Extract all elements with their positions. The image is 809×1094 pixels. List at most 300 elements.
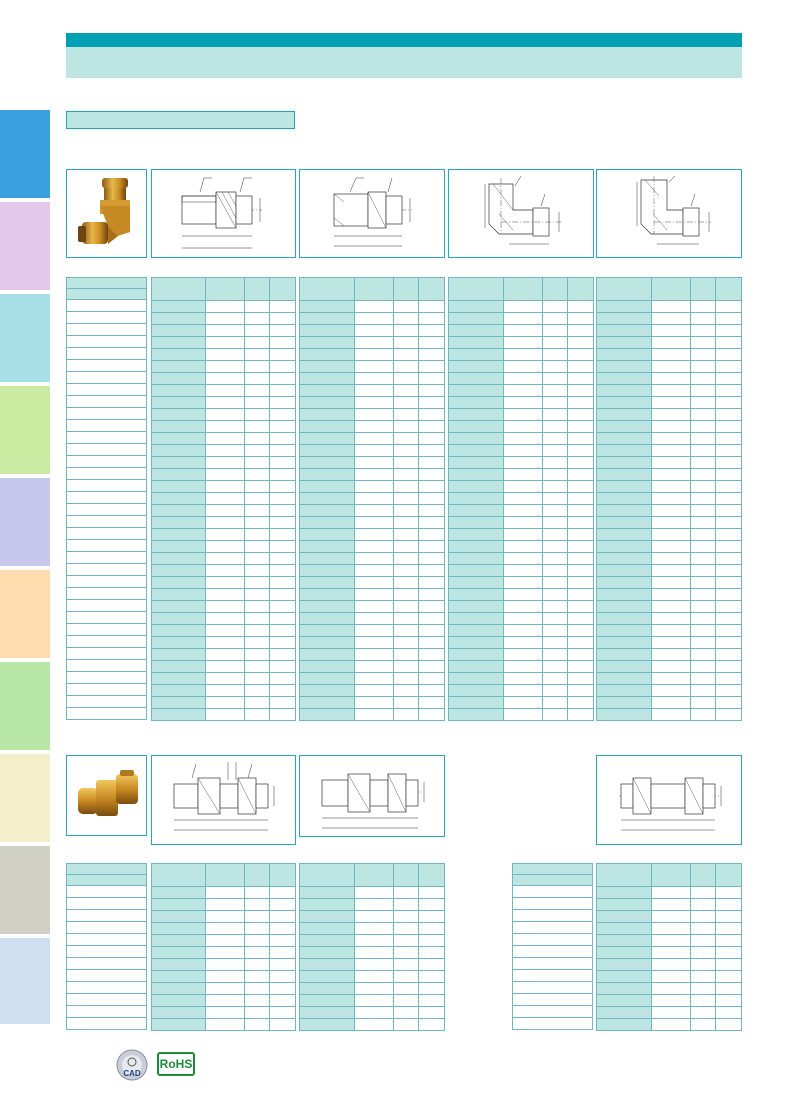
table-row bbox=[597, 553, 742, 565]
table-cell bbox=[206, 541, 245, 553]
table-cell bbox=[597, 589, 652, 601]
table-cell bbox=[393, 995, 418, 1007]
table-cell bbox=[503, 601, 542, 613]
table-cell bbox=[245, 421, 270, 433]
table-cell bbox=[206, 661, 245, 673]
label-cell bbox=[67, 648, 147, 660]
table-cell bbox=[690, 685, 715, 697]
table-cell bbox=[597, 709, 652, 721]
table-cell bbox=[597, 493, 652, 505]
side-tab-4[interactable] bbox=[0, 386, 50, 474]
table-cell bbox=[690, 887, 715, 899]
label-cell bbox=[513, 946, 593, 958]
label-cell bbox=[67, 684, 147, 696]
table-cell bbox=[690, 325, 715, 337]
table-cell bbox=[542, 673, 567, 685]
table-row bbox=[300, 959, 445, 971]
table-cell bbox=[542, 361, 567, 373]
table-cell bbox=[269, 505, 295, 517]
table-row bbox=[300, 899, 445, 911]
table-cell bbox=[300, 709, 355, 721]
table-cell bbox=[542, 601, 567, 613]
table-cell bbox=[354, 409, 393, 421]
header-cell bbox=[245, 278, 270, 301]
table-row bbox=[300, 577, 445, 589]
table-cell bbox=[269, 995, 295, 1007]
table-cell bbox=[152, 433, 206, 445]
table-cell bbox=[597, 661, 652, 673]
table-cell bbox=[300, 625, 355, 637]
table-row bbox=[152, 409, 296, 421]
table-row bbox=[597, 505, 742, 517]
table-cell bbox=[690, 457, 715, 469]
table-row bbox=[449, 709, 594, 721]
spec-table-3 bbox=[448, 277, 594, 721]
side-tab-10[interactable] bbox=[0, 938, 50, 1024]
table-row bbox=[300, 565, 445, 577]
table-cell bbox=[269, 445, 295, 457]
table-cell bbox=[503, 649, 542, 661]
table-cell bbox=[300, 505, 355, 517]
label-cell bbox=[67, 360, 147, 372]
label-row bbox=[513, 1018, 593, 1030]
table-row bbox=[597, 1019, 742, 1031]
table-cell bbox=[503, 529, 542, 541]
label-row bbox=[67, 1006, 147, 1018]
spec-table-labels-2 bbox=[66, 863, 147, 1030]
table-row bbox=[152, 959, 296, 971]
table-cell bbox=[690, 637, 715, 649]
table-row bbox=[597, 661, 742, 673]
table-cell bbox=[651, 481, 690, 493]
table-cell bbox=[206, 649, 245, 661]
table-cell bbox=[245, 553, 270, 565]
table-cell bbox=[206, 469, 245, 481]
table-cell bbox=[651, 601, 690, 613]
table-cell bbox=[152, 613, 206, 625]
table-cell bbox=[567, 637, 593, 649]
table-cell bbox=[152, 457, 206, 469]
table-cell bbox=[542, 457, 567, 469]
table-cell bbox=[690, 959, 715, 971]
table-cell bbox=[354, 337, 393, 349]
table-cell bbox=[393, 565, 418, 577]
table-cell bbox=[651, 649, 690, 661]
table-cell bbox=[152, 673, 206, 685]
table-row bbox=[152, 971, 296, 983]
label-row bbox=[67, 708, 147, 720]
table-cell bbox=[567, 613, 593, 625]
table-cell bbox=[152, 947, 206, 959]
label-row bbox=[67, 300, 147, 312]
table-cell bbox=[503, 409, 542, 421]
table-cell bbox=[206, 325, 245, 337]
table-row bbox=[300, 469, 445, 481]
table-row bbox=[597, 565, 742, 577]
table-cell bbox=[152, 983, 206, 995]
table-cell bbox=[245, 923, 270, 935]
table-row bbox=[449, 469, 594, 481]
label-cell bbox=[67, 540, 147, 552]
table-row bbox=[300, 887, 445, 899]
label-cell bbox=[513, 958, 593, 970]
label-row bbox=[513, 970, 593, 982]
table-cell bbox=[651, 445, 690, 457]
label-cell bbox=[67, 516, 147, 528]
table-cell bbox=[245, 649, 270, 661]
label-row bbox=[513, 922, 593, 934]
table-cell bbox=[269, 493, 295, 505]
table-cell bbox=[690, 481, 715, 493]
table-cell bbox=[245, 301, 270, 313]
table-row bbox=[300, 481, 445, 493]
table-cell bbox=[393, 637, 418, 649]
table-cell bbox=[245, 493, 270, 505]
spec-table-labels-3 bbox=[512, 863, 593, 1030]
label-row bbox=[513, 982, 593, 994]
table-cell bbox=[393, 899, 418, 911]
table-cell bbox=[597, 685, 652, 697]
table-cell bbox=[715, 601, 741, 613]
table-cell bbox=[354, 935, 393, 947]
table-cell bbox=[269, 337, 295, 349]
table-cell bbox=[715, 685, 741, 697]
table-cell bbox=[418, 923, 444, 935]
table-row bbox=[597, 995, 742, 1007]
label-cell bbox=[67, 432, 147, 444]
table-cell bbox=[152, 397, 206, 409]
table-cell bbox=[300, 983, 355, 995]
table-cell bbox=[542, 613, 567, 625]
label-row bbox=[67, 540, 147, 552]
table-cell bbox=[651, 337, 690, 349]
table-cell bbox=[449, 709, 504, 721]
table-cell bbox=[300, 301, 355, 313]
table-cell bbox=[152, 637, 206, 649]
table-cell bbox=[418, 1007, 444, 1019]
table-row bbox=[152, 421, 296, 433]
label-row bbox=[67, 576, 147, 588]
table-row bbox=[152, 541, 296, 553]
table-cell bbox=[300, 397, 355, 409]
table-cell bbox=[152, 661, 206, 673]
table-cell bbox=[651, 697, 690, 709]
table-cell bbox=[152, 517, 206, 529]
table-row bbox=[300, 649, 445, 661]
label-cell bbox=[67, 636, 147, 648]
table-cell bbox=[715, 697, 741, 709]
label-row bbox=[67, 420, 147, 432]
table-cell bbox=[152, 1019, 206, 1031]
table-cell bbox=[418, 421, 444, 433]
table-cell bbox=[418, 445, 444, 457]
table-row bbox=[449, 361, 594, 373]
table-cell bbox=[393, 409, 418, 421]
table-cell bbox=[245, 959, 270, 971]
table-row bbox=[597, 325, 742, 337]
table-cell bbox=[354, 589, 393, 601]
table-cell bbox=[503, 385, 542, 397]
table-cell bbox=[542, 565, 567, 577]
table-header-row bbox=[300, 278, 445, 301]
label-row bbox=[513, 946, 593, 958]
table-cell bbox=[690, 983, 715, 995]
table-row bbox=[449, 685, 594, 697]
table-cell bbox=[542, 469, 567, 481]
table-row bbox=[152, 505, 296, 517]
label-cell bbox=[67, 468, 147, 480]
section-subtitle bbox=[66, 111, 295, 129]
table-cell bbox=[354, 373, 393, 385]
table-cell bbox=[715, 673, 741, 685]
table-cell bbox=[651, 553, 690, 565]
table-cell bbox=[393, 313, 418, 325]
table-row bbox=[300, 373, 445, 385]
table-cell bbox=[269, 457, 295, 469]
table-cell bbox=[651, 589, 690, 601]
table-cell bbox=[503, 553, 542, 565]
table-cell bbox=[690, 697, 715, 709]
table-row bbox=[449, 301, 594, 313]
table-cell bbox=[715, 983, 741, 995]
table-cell bbox=[651, 959, 690, 971]
table-cell bbox=[245, 661, 270, 673]
table-row bbox=[152, 601, 296, 613]
table-cell bbox=[269, 373, 295, 385]
side-tab-5[interactable] bbox=[0, 478, 50, 566]
table-row bbox=[449, 397, 594, 409]
table-row bbox=[152, 313, 296, 325]
side-tab-7[interactable] bbox=[0, 662, 50, 750]
table-cell bbox=[449, 661, 504, 673]
table-row bbox=[152, 445, 296, 457]
table-row bbox=[300, 1019, 445, 1031]
table-cell bbox=[354, 313, 393, 325]
table-cell bbox=[269, 385, 295, 397]
table-cell bbox=[245, 589, 270, 601]
label-row bbox=[67, 624, 147, 636]
table-cell bbox=[715, 337, 741, 349]
table-cell bbox=[503, 613, 542, 625]
table-cell bbox=[269, 397, 295, 409]
table-cell bbox=[206, 911, 245, 923]
table-cell bbox=[449, 637, 504, 649]
table-cell bbox=[715, 361, 741, 373]
table-row bbox=[449, 313, 594, 325]
table-cell bbox=[449, 421, 504, 433]
table-row bbox=[597, 469, 742, 481]
table-cell bbox=[597, 959, 652, 971]
table-cell bbox=[542, 385, 567, 397]
table-row bbox=[597, 923, 742, 935]
table-cell bbox=[393, 421, 418, 433]
table-cell bbox=[206, 553, 245, 565]
table-cell bbox=[354, 577, 393, 589]
table-cell bbox=[206, 709, 245, 721]
label-cell bbox=[513, 934, 593, 946]
table-row bbox=[152, 673, 296, 685]
label-row bbox=[67, 660, 147, 672]
table-cell bbox=[354, 947, 393, 959]
table-cell bbox=[393, 493, 418, 505]
table-cell bbox=[152, 529, 206, 541]
table-cell bbox=[567, 445, 593, 457]
table-cell bbox=[715, 947, 741, 959]
table-cell bbox=[597, 923, 652, 935]
label-row bbox=[67, 480, 147, 492]
table-cell bbox=[418, 493, 444, 505]
table-cell bbox=[393, 947, 418, 959]
table-cell bbox=[269, 577, 295, 589]
side-tab-9[interactable] bbox=[0, 846, 50, 934]
table-cell bbox=[567, 313, 593, 325]
table-cell bbox=[269, 983, 295, 995]
table-row bbox=[300, 661, 445, 673]
table-cell bbox=[393, 325, 418, 337]
table-cell bbox=[300, 637, 355, 649]
side-tab-6[interactable] bbox=[0, 570, 50, 658]
table-cell bbox=[206, 995, 245, 1007]
table-cell bbox=[152, 469, 206, 481]
table-row bbox=[152, 493, 296, 505]
table-cell bbox=[597, 313, 652, 325]
label-cell bbox=[67, 1018, 147, 1030]
table-row bbox=[300, 421, 445, 433]
table-cell bbox=[300, 385, 355, 397]
table-cell bbox=[418, 313, 444, 325]
table-cell bbox=[651, 433, 690, 445]
table-cell bbox=[206, 577, 245, 589]
side-tab-2[interactable] bbox=[0, 202, 50, 290]
header-bar bbox=[66, 33, 742, 47]
table-cell bbox=[597, 1007, 652, 1019]
table-cell bbox=[418, 325, 444, 337]
table-cell bbox=[418, 397, 444, 409]
label-row bbox=[67, 994, 147, 1006]
table-header-row bbox=[300, 864, 445, 887]
label-row bbox=[67, 672, 147, 684]
table-row bbox=[597, 409, 742, 421]
table-row bbox=[449, 589, 594, 601]
table-cell bbox=[206, 529, 245, 541]
table-row bbox=[597, 313, 742, 325]
table-cell bbox=[690, 709, 715, 721]
table-cell bbox=[152, 493, 206, 505]
table-row bbox=[152, 947, 296, 959]
table-row bbox=[597, 385, 742, 397]
table-cell bbox=[503, 373, 542, 385]
table-cell bbox=[651, 517, 690, 529]
table-cell bbox=[418, 349, 444, 361]
table-cell bbox=[152, 971, 206, 983]
label-row bbox=[67, 970, 147, 982]
table-cell bbox=[206, 601, 245, 613]
table-cell bbox=[690, 911, 715, 923]
table-cell bbox=[269, 697, 295, 709]
side-tab-8[interactable] bbox=[0, 754, 50, 842]
table-cell bbox=[269, 349, 295, 361]
table-cell bbox=[449, 337, 504, 349]
table-cell bbox=[393, 971, 418, 983]
table-cell bbox=[597, 887, 652, 899]
table-cell bbox=[690, 995, 715, 1007]
table-cell bbox=[715, 385, 741, 397]
label-row bbox=[67, 910, 147, 922]
table-cell bbox=[393, 887, 418, 899]
side-tab-3[interactable] bbox=[0, 294, 50, 382]
table-cell bbox=[449, 433, 504, 445]
table-cell bbox=[269, 613, 295, 625]
table-cell bbox=[300, 935, 355, 947]
table-cell bbox=[152, 709, 206, 721]
table-row bbox=[300, 493, 445, 505]
spec-table-1 bbox=[151, 277, 296, 721]
table-cell bbox=[206, 337, 245, 349]
table-cell bbox=[245, 337, 270, 349]
table-cell bbox=[418, 709, 444, 721]
label-header-row bbox=[513, 864, 593, 875]
table-row bbox=[449, 433, 594, 445]
table-cell bbox=[542, 649, 567, 661]
side-tab-1[interactable] bbox=[0, 110, 50, 198]
label-row bbox=[67, 456, 147, 468]
label-row bbox=[67, 564, 147, 576]
header-cell bbox=[597, 278, 652, 301]
table-cell bbox=[651, 661, 690, 673]
table-row bbox=[152, 433, 296, 445]
table-cell bbox=[269, 325, 295, 337]
table-row bbox=[300, 409, 445, 421]
table-cell bbox=[393, 935, 418, 947]
table-row bbox=[597, 601, 742, 613]
table-cell bbox=[152, 935, 206, 947]
label-cell bbox=[67, 696, 147, 708]
table-row bbox=[300, 505, 445, 517]
table-cell bbox=[715, 1019, 741, 1031]
table-cell bbox=[651, 983, 690, 995]
table-cell bbox=[449, 613, 504, 625]
table-cell bbox=[503, 325, 542, 337]
table-row bbox=[152, 517, 296, 529]
table-cell bbox=[393, 589, 418, 601]
table-cell bbox=[152, 409, 206, 421]
table-cell bbox=[715, 971, 741, 983]
table-row bbox=[152, 1007, 296, 1019]
label-row bbox=[67, 696, 147, 708]
table-cell bbox=[300, 995, 355, 1007]
table-cell bbox=[300, 541, 355, 553]
table-row bbox=[300, 613, 445, 625]
table-cell bbox=[206, 947, 245, 959]
cad-label: CAD bbox=[123, 1069, 141, 1078]
label-row bbox=[67, 1018, 147, 1030]
table-cell bbox=[690, 899, 715, 911]
table-row bbox=[449, 373, 594, 385]
table-cell bbox=[206, 923, 245, 935]
table-cell bbox=[567, 553, 593, 565]
table-cell bbox=[300, 589, 355, 601]
table-cell bbox=[567, 577, 593, 589]
table-cell bbox=[690, 935, 715, 947]
table-row bbox=[597, 947, 742, 959]
table-cell bbox=[206, 589, 245, 601]
table-cell bbox=[418, 935, 444, 947]
table-cell bbox=[690, 493, 715, 505]
table-row bbox=[449, 529, 594, 541]
label-row bbox=[67, 384, 147, 396]
table-cell bbox=[503, 457, 542, 469]
table-cell bbox=[715, 649, 741, 661]
